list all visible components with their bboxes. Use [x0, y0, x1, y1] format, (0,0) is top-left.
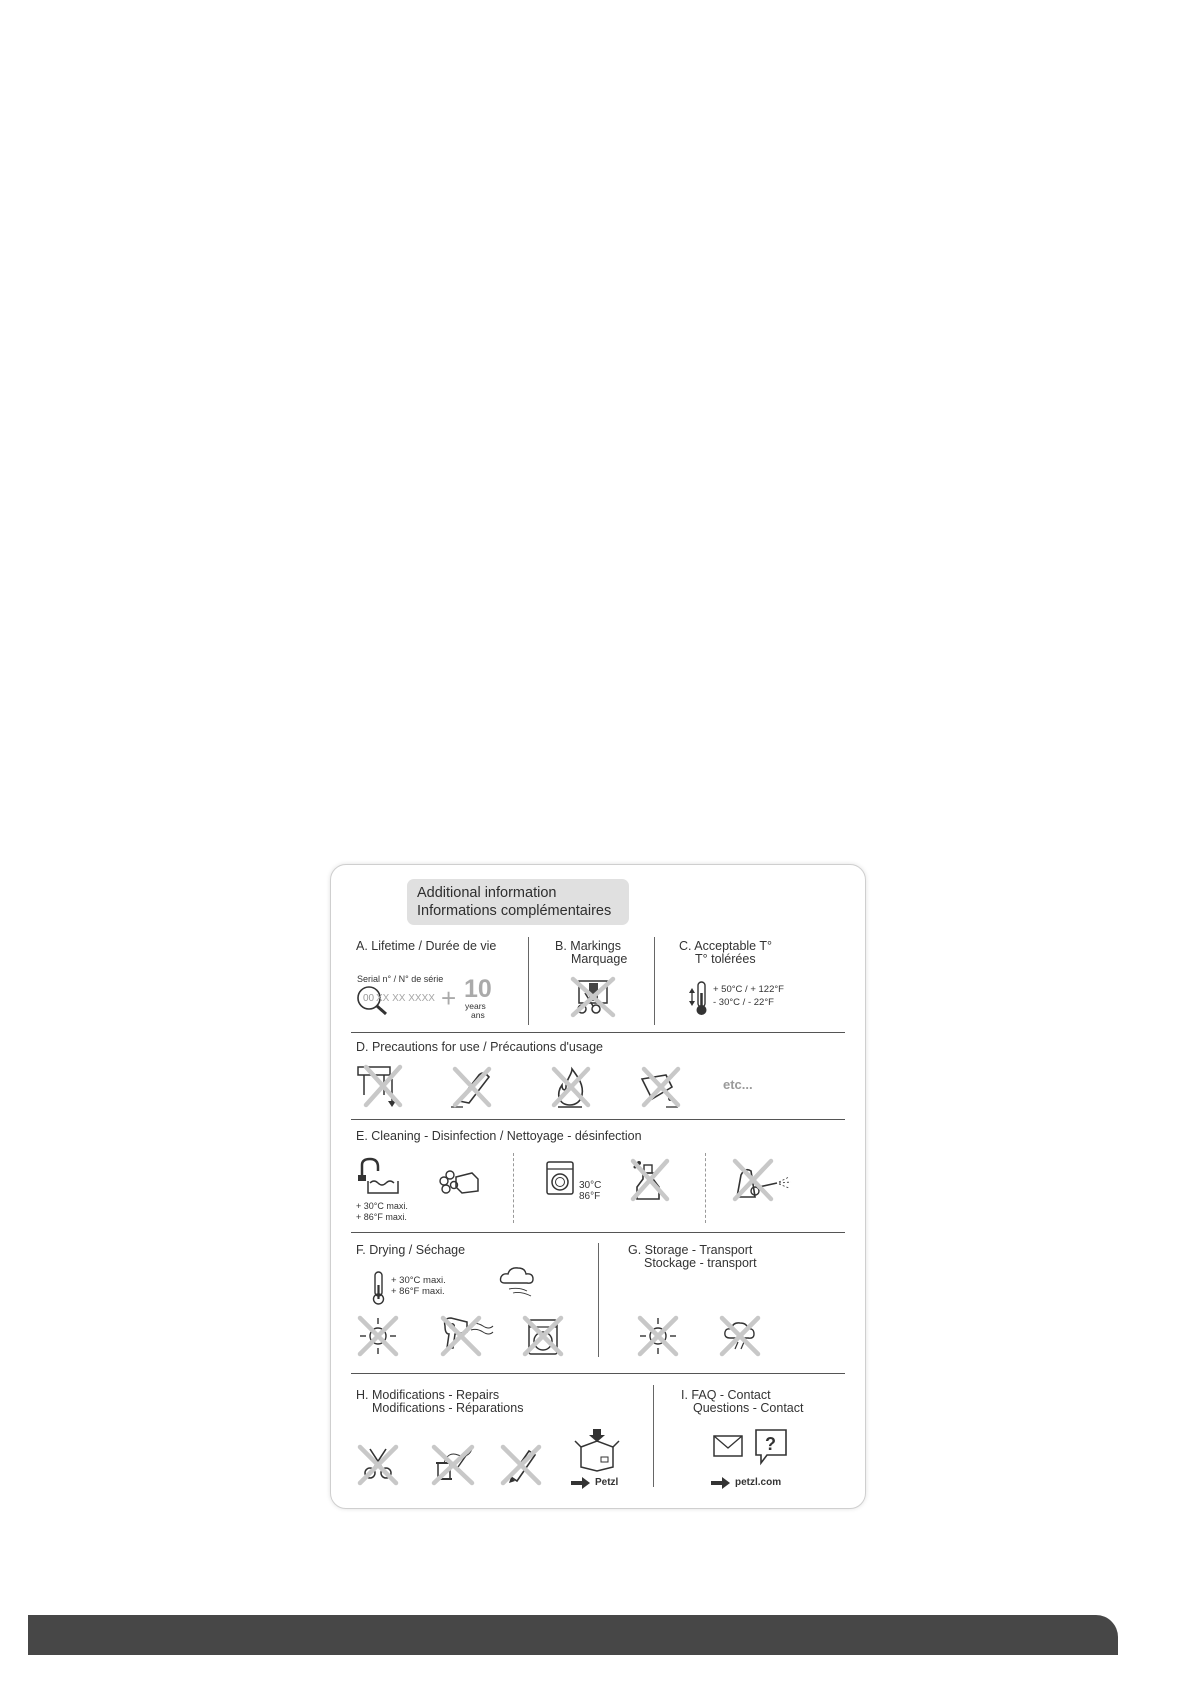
section-g-title-1: G. Storage - Transport	[628, 1243, 753, 1257]
machine-temp-2: 86°F	[579, 1191, 601, 1202]
hand-temp-1: + 30°C maxi.	[356, 1201, 408, 1211]
years-fr: ans	[471, 1010, 485, 1020]
svg-text:?: ?	[765, 1434, 776, 1454]
petzl-com-label: petzl.com	[735, 1477, 782, 1488]
chemical-icon	[638, 1065, 682, 1109]
sun-icon	[636, 1314, 680, 1358]
question-bubble-icon	[755, 1429, 787, 1465]
machine-temp-1: 30°C	[579, 1180, 602, 1191]
section-e-title: E. Cleaning - Disinfection / Nettoyage - désinfection	[356, 1129, 642, 1143]
section-h-title-2: Modifications - Réparations	[372, 1401, 524, 1415]
serial-label: Serial n° / N° de série	[357, 974, 444, 984]
marker-icon	[499, 1443, 543, 1487]
scissors-icon	[356, 1443, 400, 1487]
arrow-icon	[711, 1477, 731, 1489]
divider-ab	[528, 937, 529, 1025]
footer-bar	[28, 1615, 1118, 1655]
etc-label: etc...	[723, 1077, 753, 1092]
hair-dryer-icon	[439, 1314, 495, 1358]
sun-icon	[356, 1314, 400, 1358]
cloud-wind-icon	[499, 1265, 539, 1299]
dash-divider-2	[705, 1153, 706, 1223]
arrow-icon	[571, 1477, 591, 1489]
plus-sign: +	[441, 983, 457, 1013]
pressure-washer-icon	[731, 1157, 805, 1201]
washing-machine-icon	[546, 1161, 574, 1195]
header-title-en: Additional information	[417, 885, 557, 901]
sharp-edge-icon	[356, 1065, 404, 1109]
fire-icon	[548, 1065, 592, 1109]
divider-hi	[653, 1385, 654, 1487]
rule-3	[351, 1232, 845, 1233]
cutter-icon	[449, 1065, 493, 1109]
section-b-title-1: B. Markings	[555, 939, 621, 953]
rule-2	[351, 1119, 845, 1120]
rule-4	[351, 1373, 845, 1374]
section-i-title-2: Questions - Contact	[693, 1401, 804, 1415]
section-g-title-2: Stockage - transport	[644, 1256, 757, 1270]
temp-max: + 50°C / + 122°F	[713, 984, 784, 995]
faucet-icon	[356, 1159, 402, 1199]
years-number: 10	[464, 975, 492, 1003]
divider-bc	[654, 937, 655, 1025]
dash-divider-1	[513, 1153, 514, 1223]
serial-value: XX XX XXXX	[376, 993, 435, 1004]
temp-min: - 30°C / - 22°F	[713, 997, 774, 1008]
engraving-scissors-icon	[571, 977, 615, 1017]
section-d-title: D. Precautions for use / Précautions d'usage	[356, 1040, 603, 1054]
thermometer-icon	[371, 1271, 387, 1305]
dry-temp-2: + 86°F maxi.	[391, 1286, 445, 1297]
return-box-icon	[571, 1429, 623, 1473]
soap-icon	[438, 1165, 480, 1195]
spray-bottle-icon	[627, 1157, 671, 1201]
dryer-machine-icon	[521, 1314, 565, 1358]
section-a-title: A. Lifetime / Durée de vie	[356, 939, 497, 953]
section-c-title-2: T° tolérées	[695, 952, 756, 966]
section-f-title: F. Drying / Séchage	[356, 1243, 466, 1257]
rain-cloud-icon	[718, 1314, 762, 1358]
rule-1	[351, 1032, 845, 1033]
thermometer-icon	[689, 981, 713, 1017]
envelope-icon	[713, 1435, 743, 1457]
header-box	[407, 879, 629, 925]
section-h-title-1: H. Modifications - Repairs	[356, 1388, 500, 1402]
petzl-label: Petzl	[595, 1477, 619, 1488]
sewing-icon	[428, 1443, 478, 1487]
serial-prefix: 00	[363, 993, 375, 1004]
section-c-title-1: C. Acceptable T°	[679, 939, 773, 953]
section-i-title-1: I. FAQ - Contact	[681, 1388, 771, 1402]
dry-temp-1: + 30°C maxi.	[391, 1275, 446, 1286]
header-title-fr: Informations complémentaires	[417, 903, 612, 919]
years-en: years	[465, 1001, 486, 1011]
hand-temp-2: + 86°F maxi.	[356, 1212, 407, 1222]
divider-fg	[598, 1243, 599, 1357]
additional-information-card	[330, 864, 866, 1509]
section-b-title-2: Marquage	[571, 952, 628, 966]
